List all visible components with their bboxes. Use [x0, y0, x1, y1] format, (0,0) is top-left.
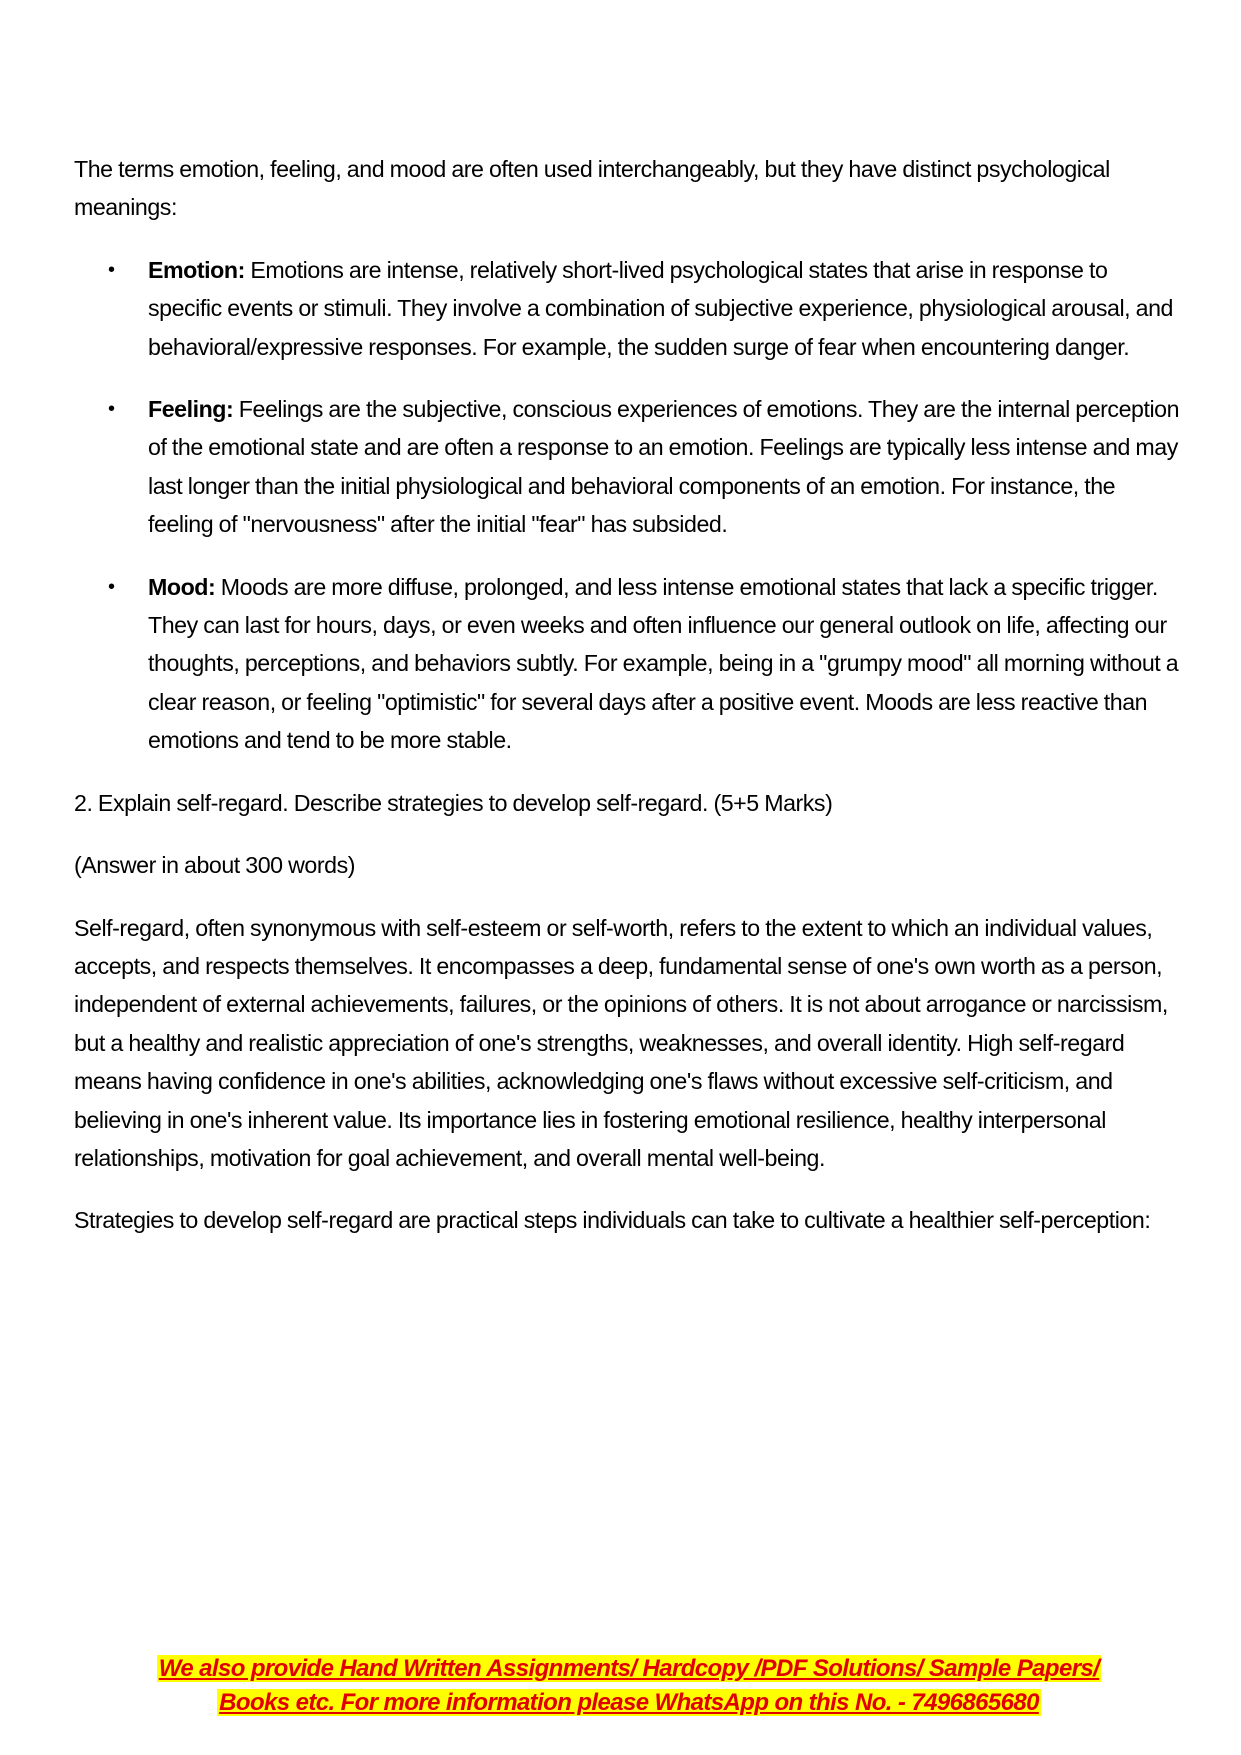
self-regard-definition-paragraph: Self-regard, often synonymous with self-esteem or self-worth, refers to the extent to which an individual values, accepts, and respects themselves. It encompasses a deep, fundamental sense of one's own worth as a person, independent of external achievements, failures, or the opinions of others. It is not about arrogance or narcissism, but a healthy and realistic appreciation of one's strengths, weaknesses, and overall identity. High self-regard means having confidence in one's abilities, acknowledging one's flaws without excessive self-criticism, and believing in one's inherent value. Its importance lies in fostering emotional resilience, healthy interpersonal relationships, motivation for goal achievement, and overall mental well-being. [74, 914, 1168, 1171]
promo-line-1: We also provide Hand Written Assignments/ Hardcopy /PDF Solutions/ Sample Papers/ [158, 1655, 1100, 1682]
definition-item-mood [74, 568, 1184, 760]
definition-text: Moods are more diffuse, prolonged, and less intense emotional states that lack a specific trigger. They can last for hours, days, or even weeks and often influence our general outlook on life, affecting our thoughts, perceptions, and behaviors subtly. For example, being in a "grumpy mood" all morning without a clear reason, or feeling "optimistic" for several days after a positive event. Moods are less reactive than emotions and tend to be more stable. [148, 573, 1179, 754]
definition-term: Feeling: [148, 396, 234, 423]
bullet-icon: • [108, 575, 115, 598]
intro-paragraph: The terms emotion, feeling, and mood are often used interchangeably, but they have distinct psychological meanings: [74, 156, 1110, 221]
answer-instruction: (Answer in about 300 words) [74, 852, 355, 879]
definition-term: Mood: [148, 573, 216, 600]
definition-text: Feelings are the subjective, conscious experiences of emotions. They are the internal perception of the emotional state and are often a response to an emotion. Feelings are typically less intense and may last longer than the initial physiological and behavioral components of an emotion. For instance, the feeling of "nervousness" after the initial "fear" has subsided. [148, 396, 1180, 538]
definition-text: Emotions are intense, relatively short-lived psychological states that arise in response to specific events or stimuli. They involve a combination of subjective experience, physiological arousal, and behavioral/expressive responses. For example, the sudden surge of fear when encountering danger. [148, 256, 1173, 360]
document-body [74, 150, 1184, 1264]
strategies-intro-paragraph: Strategies to develop self-regard are practical steps individuals can take to cultivate a healthier self-perception: [74, 1207, 1151, 1234]
definition-item-emotion [74, 251, 1184, 366]
question-heading: 2. Explain self-regard. Describe strategies to develop self-regard. (5+5 Marks) [74, 789, 833, 816]
promo-line-2: Books etc. For more information please WhatsApp on this No. - 7496865680 [219, 1689, 1039, 1716]
promo-banner [74, 1652, 1184, 1720]
definitions-list [74, 251, 1184, 760]
definition-term: Emotion: [148, 256, 245, 283]
definition-item-feeling [74, 390, 1184, 544]
bullet-icon: • [108, 258, 115, 281]
bullet-icon: • [108, 398, 115, 421]
